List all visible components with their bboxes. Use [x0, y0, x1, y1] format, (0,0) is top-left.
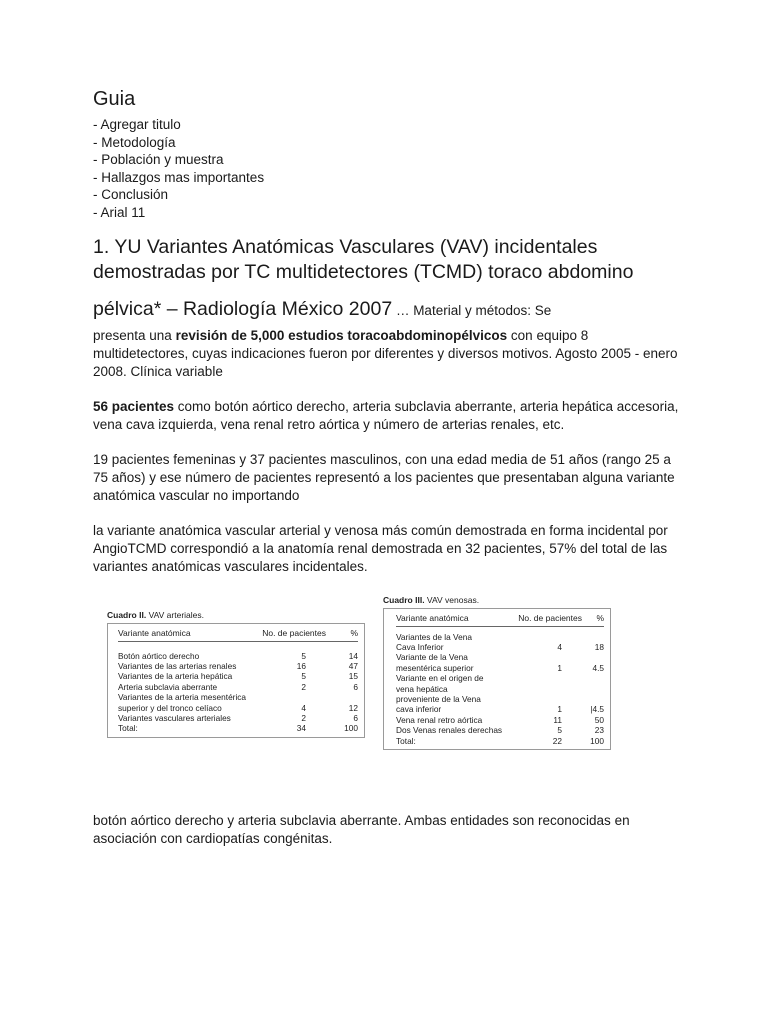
- cell-patients: [512, 694, 562, 704]
- cell-patients: 1: [557, 704, 562, 715]
- table-row: [396, 632, 604, 642]
- cell-percent: 100: [344, 723, 358, 734]
- heading-inline-note: … Material y métodos: Se: [392, 302, 552, 318]
- table-caption: [383, 595, 611, 605]
- table-row: [396, 642, 604, 652]
- cell-variant: Total:: [396, 735, 416, 746]
- guide-item: - Metodología: [93, 134, 176, 150]
- heading-line-1: 1. YU Variantes Anatómicas Vasculares (VAV) incidentales: [93, 235, 598, 258]
- cell-percent: 47: [348, 660, 358, 671]
- cell-patients: [246, 692, 306, 702]
- heading-line-2: demostradas por TC multidetectores (TCMD) toraco abdomino: [93, 260, 634, 283]
- table-row: [118, 713, 358, 723]
- paragraph-bold: revisión de 5,000 estudios toracoabdominopélvicos: [175, 327, 508, 343]
- header-patients: No. de pacientes: [262, 627, 326, 638]
- table-row: [396, 704, 604, 714]
- document-page: [93, 86, 683, 848]
- table-caption: [107, 610, 365, 620]
- cell-variant: vena hepática: [396, 683, 448, 694]
- guide-item: - Agregar titulo: [93, 117, 181, 132]
- cell-patients: 2: [301, 681, 306, 692]
- cell-variant: Variantes vasculares arteriales: [118, 713, 231, 723]
- cell-percent: 14: [348, 650, 358, 661]
- cell-variant: proveniente de la Vena: [396, 694, 481, 704]
- cell-patients: 1: [557, 662, 562, 673]
- paragraph-findings: la variante anatómica vascular arterial y venosa más común demostrada en forma incidental por AngioTCMD correspondió a la anatomía renal demostrada en 32 pacientes, 57% del total de las variantes anatómicas vasculares incidentales.: [93, 522, 668, 574]
- tables-figure: [93, 590, 683, 790]
- cell-patients: 2: [301, 713, 306, 723]
- table-header: [396, 609, 604, 627]
- heading-line-3-text: pélvica* – Radiología México 2007: [93, 297, 393, 320]
- table-row: [118, 671, 358, 681]
- cell-variant: Variantes de la arteria hepática: [118, 671, 233, 682]
- cell-variant: Variante en el origen de: [396, 673, 484, 684]
- cell-variant: Total:: [118, 723, 138, 734]
- table-row: [396, 715, 604, 725]
- cell-patients: 11: [553, 714, 562, 725]
- table-row: [118, 661, 358, 671]
- table-row: [396, 673, 604, 683]
- table-row: [396, 684, 604, 694]
- cell-variant: Arteria subclavia aberrante: [118, 681, 218, 692]
- paragraph-conclusion: botón aórtico derecho y arteria subclavia aberrante. Ambas entidades son reconocidas en asociación con cardiopatías congénitas.: [93, 812, 630, 846]
- cell-variant: Variantes de la arteria mesentérica: [118, 692, 247, 703]
- header-percent: %: [596, 612, 604, 623]
- table-box: [107, 623, 365, 738]
- cell-variant: Dos Venas renales derechas: [396, 725, 503, 736]
- header-patients: No. de pacientes: [518, 612, 582, 623]
- cell-patients: 5: [301, 650, 306, 661]
- table-row: [396, 725, 604, 735]
- table-caption-text: VAV venosas.: [424, 594, 480, 605]
- guide-item: - Arial 11: [93, 204, 146, 220]
- cell-variant: Botón aórtico derecho: [118, 650, 200, 661]
- table-row: [118, 703, 358, 713]
- table-row: [118, 682, 358, 692]
- cell-percent: 6: [353, 713, 358, 723]
- table-row: [396, 694, 604, 704]
- table-row: [396, 736, 604, 746]
- cell-percent: 100: [590, 735, 604, 746]
- guide-item: - Población y muestra: [93, 152, 224, 168]
- article-heading: [93, 235, 683, 323]
- header-variant: Variante anatómica: [118, 627, 191, 638]
- cell-percent: 6: [353, 681, 358, 692]
- table-caption-text: VAV arteriales.: [146, 609, 204, 620]
- cell-variant: mesentérica superior: [396, 662, 474, 673]
- cell-percent: 50: [594, 714, 604, 725]
- cell-percent: [306, 692, 358, 702]
- paragraph-patients: [93, 398, 683, 434]
- cell-variant: Variantes de las arterias renales: [118, 660, 237, 671]
- paragraph-text: con equipo 8 multidetectores, cuyas indicaciones fueron por diferentes y diversos motivos. Agosto 2005 - enero 2008. Clínica variable: [93, 327, 678, 379]
- table-caption-label: Cuadro III.: [383, 594, 425, 605]
- table-body: [396, 632, 604, 746]
- guide-title: Guia: [93, 88, 136, 110]
- cell-percent: 23: [594, 725, 604, 736]
- cell-patients: [512, 673, 562, 683]
- cell-variant: Variante de la Vena: [396, 652, 468, 663]
- table-row: [118, 651, 358, 661]
- cell-patients: 5: [557, 725, 562, 736]
- cell-variant: Variantes de la Vena: [396, 631, 472, 642]
- cell-percent: [562, 673, 604, 683]
- cell-patients: 22: [552, 735, 562, 746]
- cell-patients: 4: [557, 641, 562, 652]
- cell-variant: Vena renal retro aórtica: [396, 714, 483, 725]
- heading-line-3: [93, 297, 683, 323]
- cell-variant: cava inferior: [396, 704, 442, 715]
- cell-variant: superior y del tronco celíaco: [118, 702, 222, 713]
- guide-item: - Conclusión: [93, 187, 169, 203]
- table-venous: [383, 595, 611, 750]
- table-caption-label: Cuadro II.: [107, 609, 147, 620]
- cell-patients: 34: [296, 723, 306, 734]
- table-body: [118, 651, 358, 734]
- cell-patients: 4: [301, 702, 306, 713]
- cell-variant: Cava Inferior: [396, 641, 444, 652]
- table-box: [383, 608, 611, 750]
- paragraph-methods: [93, 327, 683, 381]
- cell-patients: 16: [296, 660, 306, 671]
- paragraph-bold: 56 pacientes: [93, 398, 175, 414]
- guide-item: - Hallazgos mas importantes: [93, 169, 265, 185]
- table-row: [118, 723, 358, 733]
- cell-patients: [512, 652, 562, 662]
- cell-percent: |4.5: [590, 704, 604, 715]
- cell-percent: [562, 684, 604, 694]
- cell-percent: [562, 652, 604, 662]
- paragraph-text: como botón aórtico derecho, arteria subclavia aberrante, arteria hepática accesoria, vena cava izquierda, vena renal retro aórtica y número de arterias renales, etc.: [93, 398, 679, 432]
- cell-percent: [562, 694, 604, 704]
- table-row: [396, 652, 604, 662]
- table-header: [118, 624, 358, 642]
- cell-patients: [512, 632, 562, 642]
- cell-patients: [512, 684, 562, 694]
- paragraph-text: presenta una: [93, 327, 176, 343]
- cell-patients: 5: [301, 671, 306, 682]
- cell-percent: 18: [594, 641, 604, 652]
- table-row: [396, 663, 604, 673]
- table-arterial: [107, 610, 365, 738]
- header-variant: Variante anatómica: [396, 612, 469, 623]
- header-percent: %: [350, 627, 358, 638]
- table-row: [118, 692, 358, 702]
- cell-percent: 12: [348, 702, 358, 713]
- cell-percent: 4.5: [592, 662, 604, 673]
- guide-list: [93, 116, 683, 222]
- cell-percent: 15: [348, 671, 358, 682]
- cell-percent: [562, 632, 604, 642]
- paragraph-demographics: 19 pacientes femeninas y 37 pacientes masculinos, con una edad media de 51 años (rango 25 a 75 años) y ese número de pacientes representó a los pacientes que presentaban alguna variante anatómica vascular no importando: [93, 451, 675, 503]
